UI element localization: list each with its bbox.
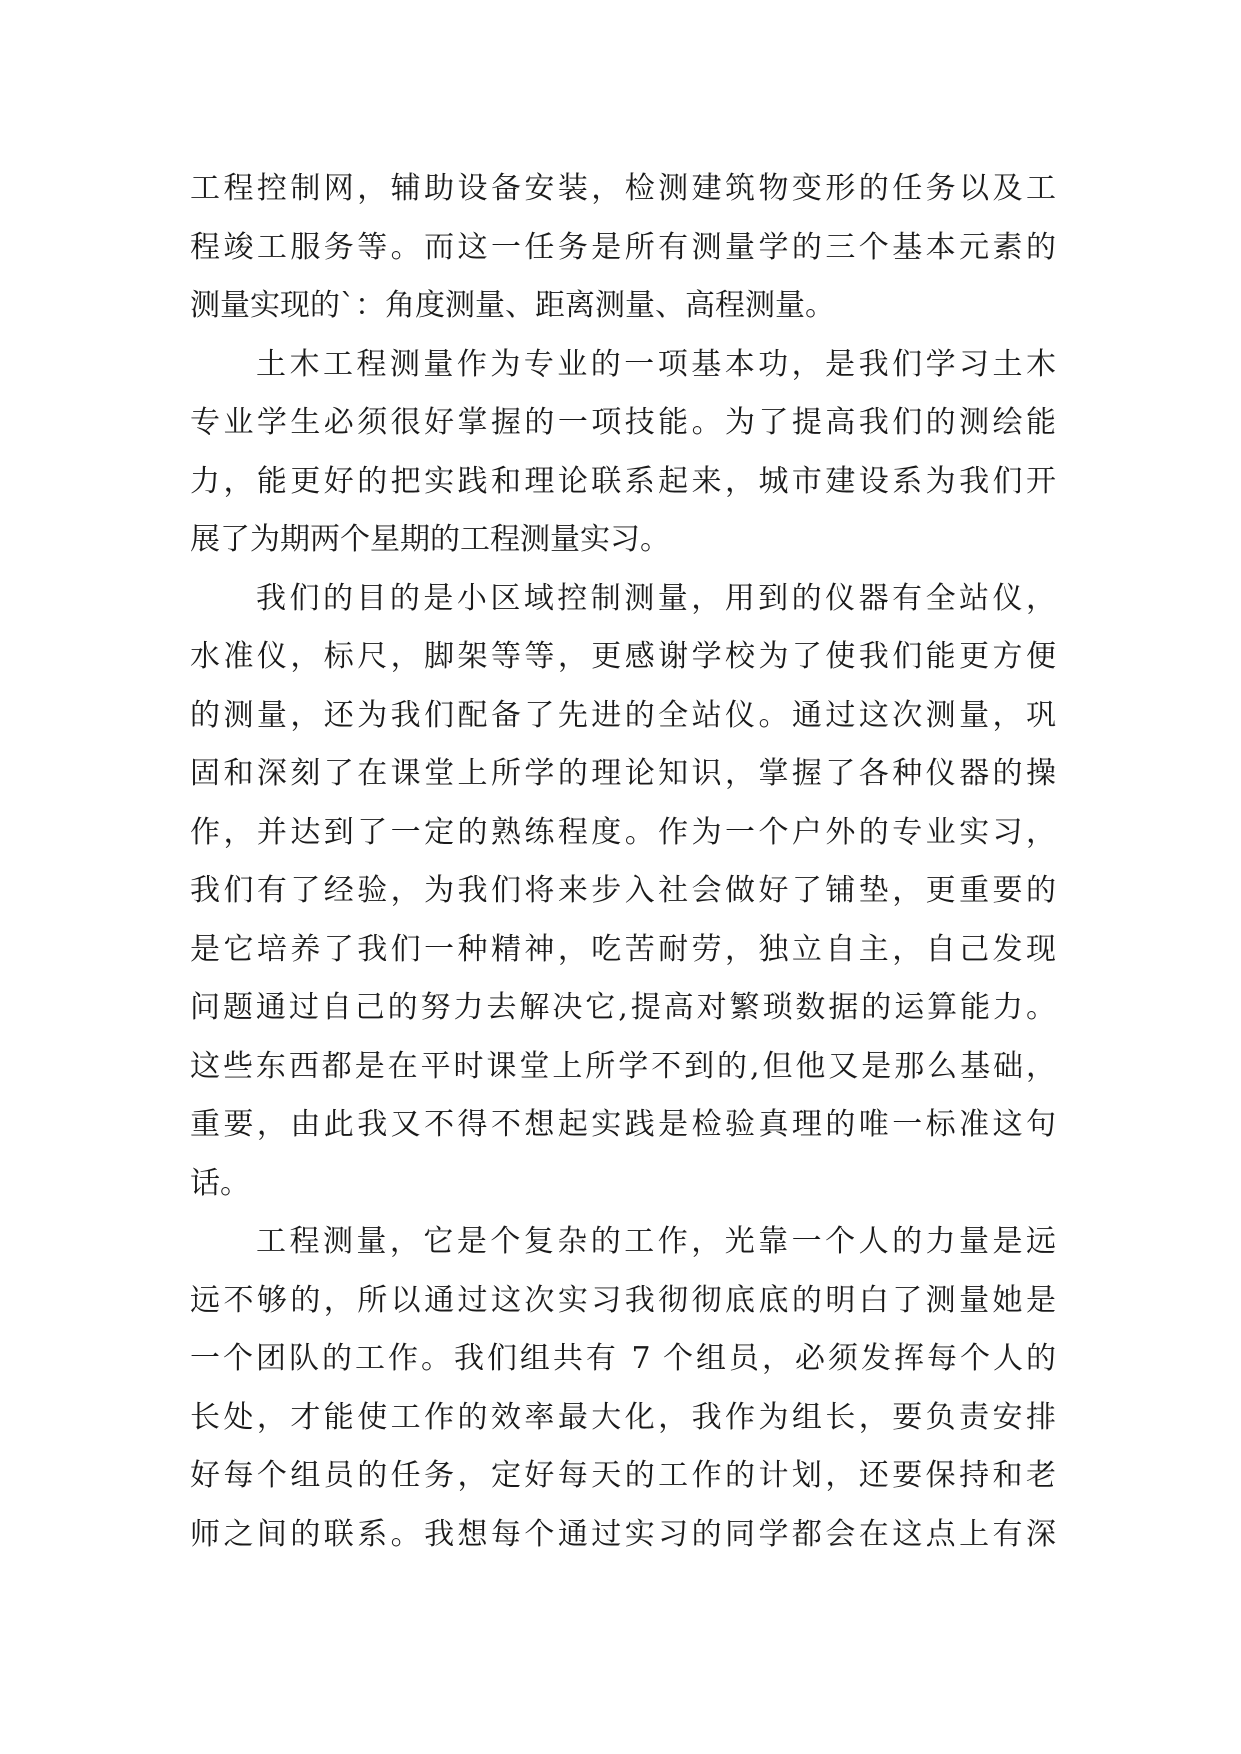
paragraph [190,336,1056,570]
text-line: 作，并达到了一定的熟练程度。作为一个户外的专业实习， [190,814,1056,850]
text-line: 话。 [190,1165,250,1201]
text-line: 重要，由此我又不得不想起实践是检验真理的唯一标准这句 [190,1107,1056,1142]
text-line: 测量实现的`：角度测量、距离测量、高程测量。 [190,288,835,323]
text-line: 我们的目的是小区域控制测量，用到的仪器有全站仪， [256,580,1056,616]
text-line: 展了为期两个星期的工程测量实习。 [190,522,670,557]
document-body [190,160,1056,1564]
text-line: 好每个组员的任务，定好每天的工作的计划，还要保持和老 [190,1458,1056,1493]
text-line: 工程测量，它是个复杂的工作，光靠一个人的力量是远 [256,1224,1056,1259]
text-line: 程竣工服务等。而这一任务是所有测量学的三个基本元素的 [190,229,1056,265]
paragraph [190,570,1056,1214]
text-line: 水准仪，标尺，脚架等等，更感谢学校为了使我们能更方便 [190,639,1056,674]
text-line: 固和深刻了在课堂上所学的理论知识，掌握了各种仪器的操 [190,756,1056,791]
paragraph [190,160,1056,336]
paragraph [190,1213,1056,1564]
text-line: 力，能更好的把实践和理论联系起来，城市建设系为我们开 [190,463,1056,499]
text-line: 远不够的，所以通过这次实习我彻彻底底的明白了测量她是 [190,1282,1056,1318]
text-line: 工程控制网，辅助设备安装，检测建筑物变形的任务以及工 [190,171,1056,206]
text-line: 是它培养了我们一种精神，吃苦耐劳，独立自主，自己发现 [190,931,1056,967]
text-line: 土木工程测量作为专业的一项基本功，是我们学习土木 [256,346,1056,382]
text-line: 的测量，还为我们配备了先进的全站仪。通过这次测量，巩 [190,697,1056,733]
text-line: 师之间的联系。我想每个通过实习的同学都会在这点上有深 [190,1516,1056,1552]
text-line: 这些东西都是在平时课堂上所学不到的,但他又是那么基础， [190,1048,1056,1084]
text-line: 长处，才能使工作的效率最大化，我作为组长，要负责安排 [190,1399,1056,1435]
text-line: 专业学生必须很好掌握的一项技能。为了提高我们的测绘能 [190,405,1056,440]
text-line: 问题通过自己的努力去解决它,提高对繁琐数据的运算能力。 [190,990,1056,1025]
text-line: 我们有了经验，为我们将来步入社会做好了铺垫，更重要的 [190,873,1056,908]
text-line: 一个团队的工作。我们组共有 7 个组员，必须发挥每个人的 [190,1341,1056,1376]
